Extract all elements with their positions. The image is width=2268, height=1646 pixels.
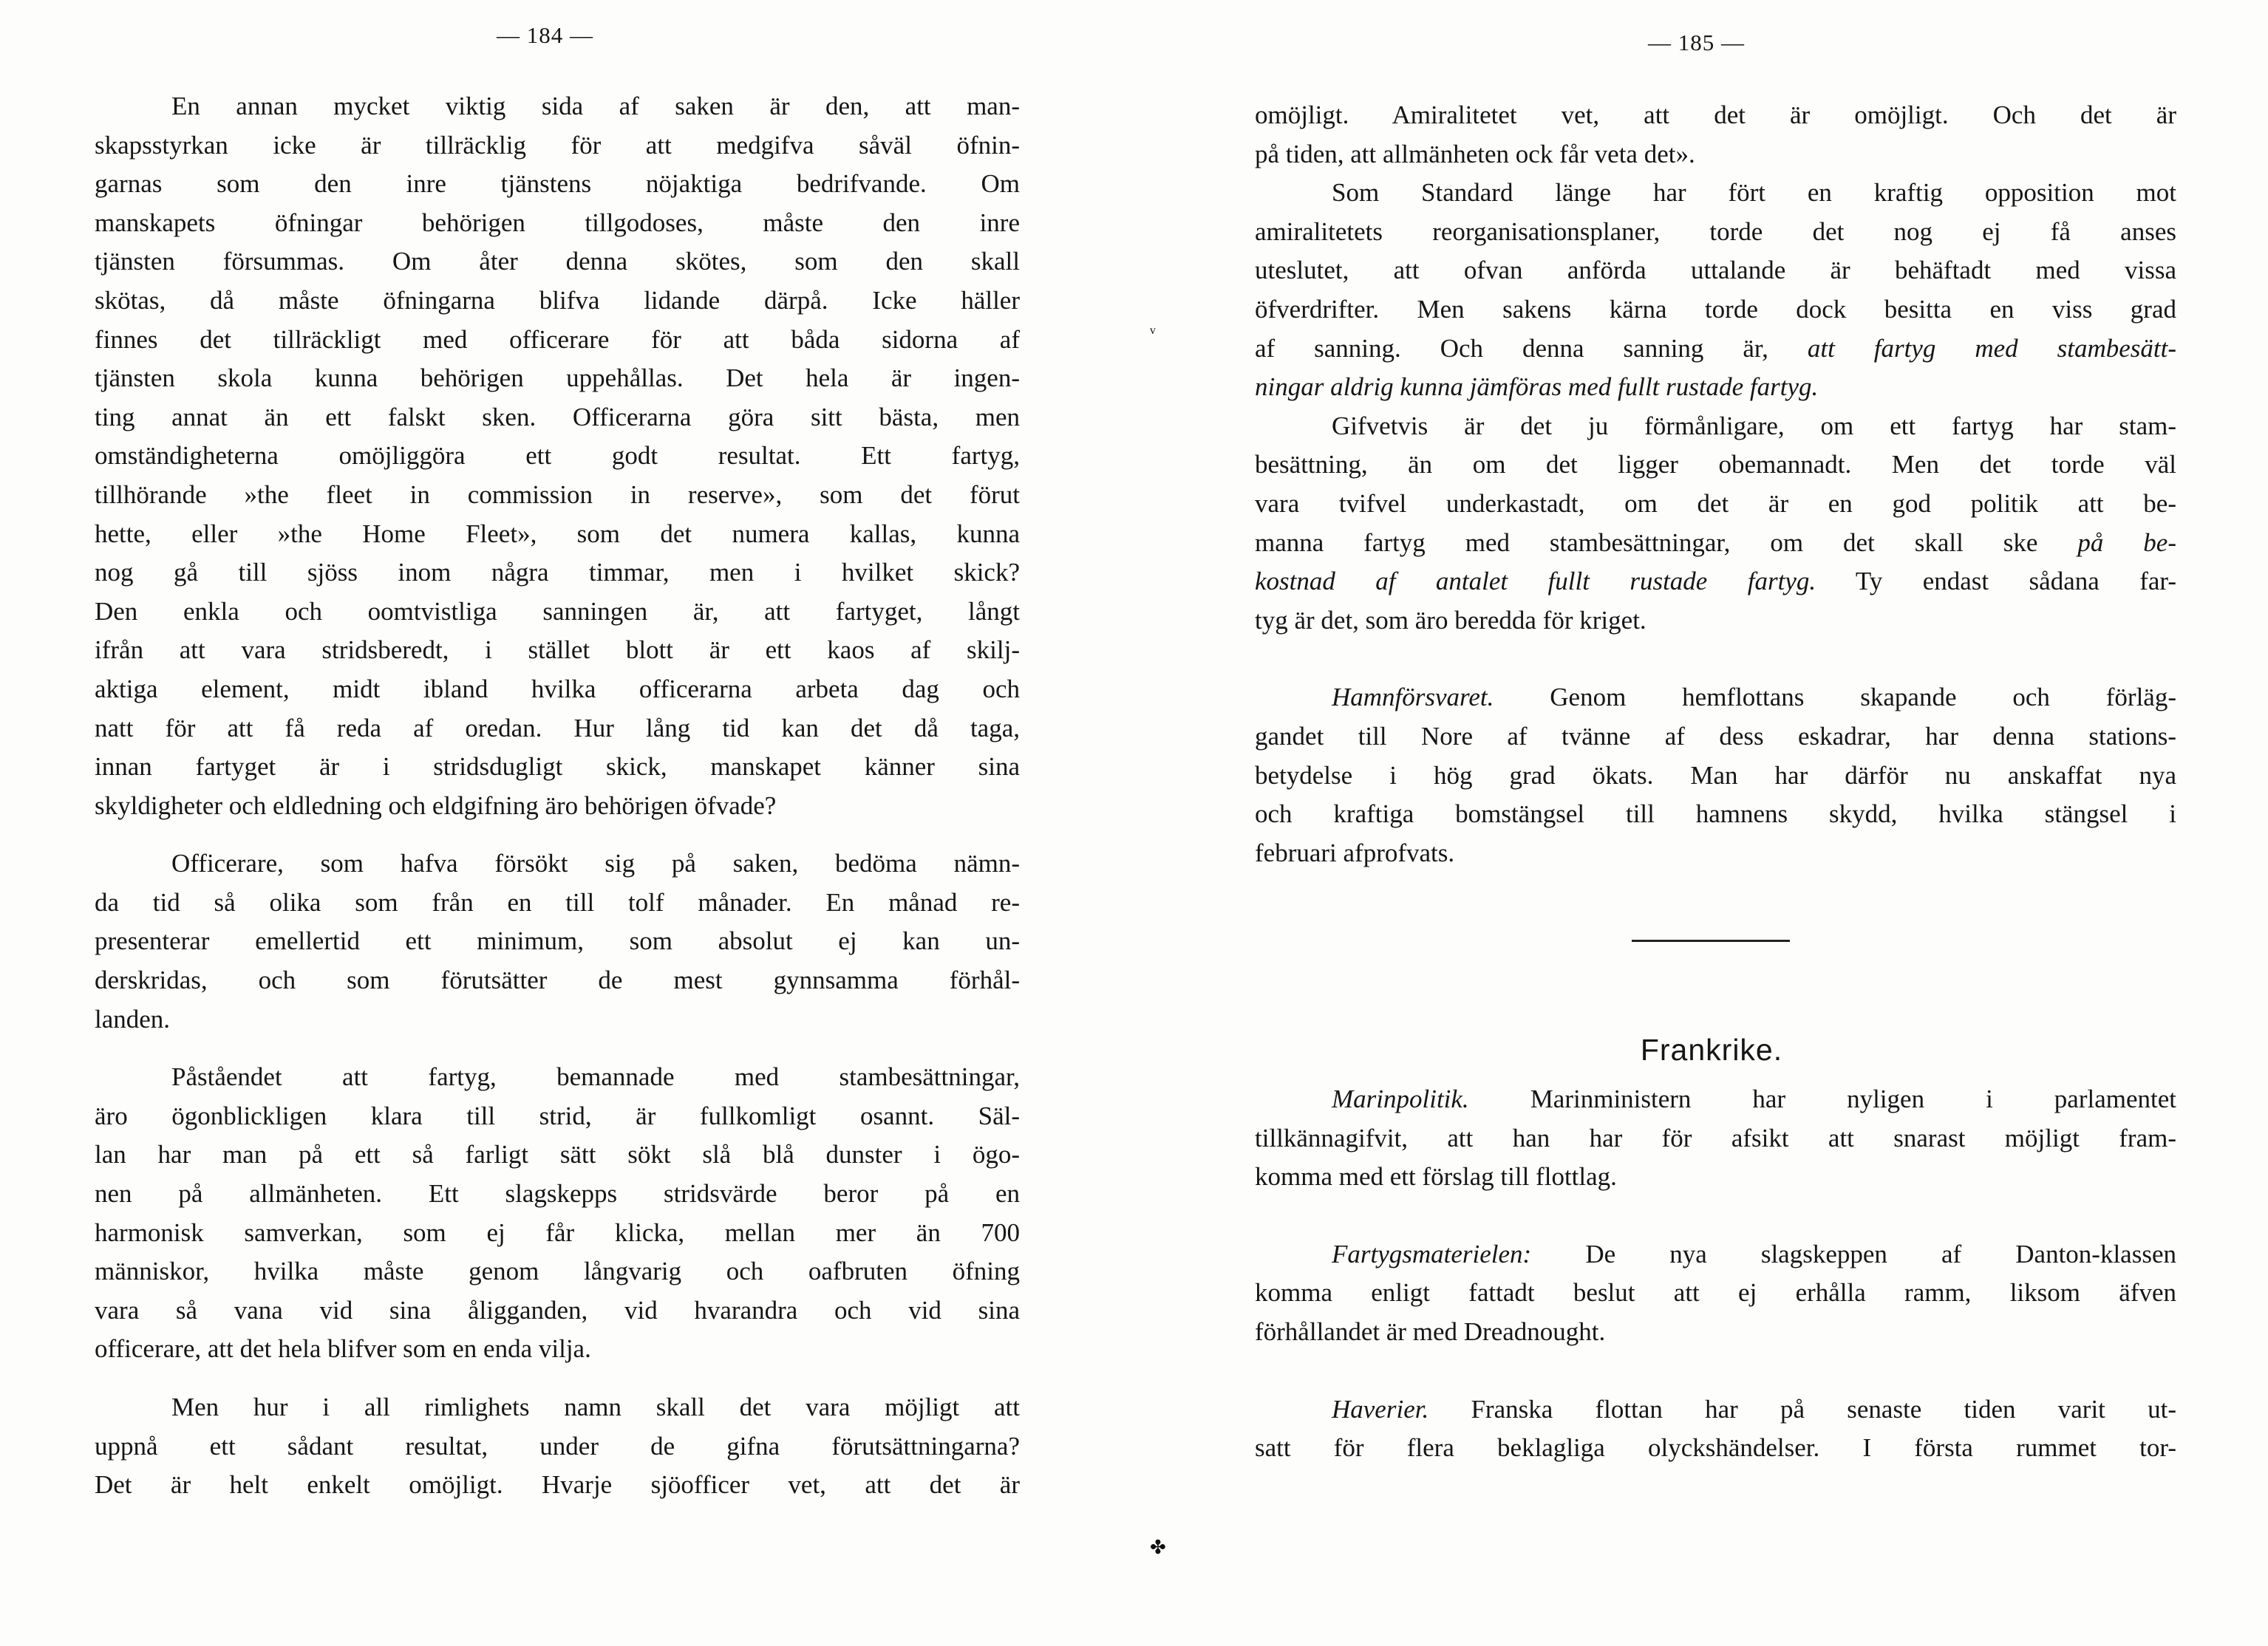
text-run: manna fartyg med stambesättningar, om det skall ske xyxy=(1255,527,2038,557)
text-line: människor, hvilka måste genom långvarig och oafbruten öfning xyxy=(95,1257,1020,1286)
text-line: Officerare, som hafva försökt sig på saken, bedöma nämn- xyxy=(171,849,1020,878)
text-line: Gifvetvis är det ju förmånligare, om ett fartyg har stam- xyxy=(1332,411,2176,440)
text-line: förhållandet är med Dreadnought. xyxy=(1255,1317,1606,1346)
text-line: innan fartyget är i stridsdugligt skick, manskapet känner sina xyxy=(95,752,1020,782)
text-run: Ty endast sådana far- xyxy=(1855,567,2176,596)
run-in-title: Haverier. xyxy=(1332,1394,1429,1424)
right-page xyxy=(1168,0,2268,1646)
text-line: äro ögonblickligen klara till strid, är fullkomligt osannt. Säl- xyxy=(95,1101,1020,1130)
left-page xyxy=(0,0,1116,1646)
text-line: uppnå ett sådant resultat, under de gifna förutsättningarna? xyxy=(95,1431,1020,1461)
text-line: februari afprofvats. xyxy=(1255,838,1455,867)
italic-run: på be- xyxy=(2077,527,2176,557)
text-run: af sanning. Och denna sanning är, xyxy=(1255,333,1768,363)
section-divider-rule xyxy=(1632,940,1790,942)
paragraph xyxy=(95,1058,1020,1369)
run-in-title: Fartygsmaterielen: xyxy=(1332,1239,1532,1268)
text-line: derskridas, och som förutsätter de mest gynnsamma förhål- xyxy=(95,966,1020,995)
text-line: tillkännagifvit, att han har för afsikt att snarast möjligt fram- xyxy=(1255,1123,2176,1152)
page-number-right: — 185 — xyxy=(1648,30,1745,55)
text-line: lan har man på ett så farligt sätt sökt slå blå dunster i ögo- xyxy=(95,1140,1020,1169)
paragraph xyxy=(95,87,1020,825)
paragraph xyxy=(95,1388,1020,1505)
text-line xyxy=(1255,678,2176,717)
text-line: tyg är det, som äro beredda för kriget. xyxy=(1255,605,1646,635)
right-text-column-lower xyxy=(1255,1080,2176,1468)
run-in-title: Marinpolitik. xyxy=(1332,1085,1469,1113)
text-line: landen. xyxy=(95,1004,171,1034)
text-line xyxy=(1255,562,2176,601)
italic-run: kostnad af antalet fullt rustade fartyg. xyxy=(1255,567,1816,596)
text-line: komma med ett förslag till flottlag. xyxy=(1255,1162,1617,1192)
text-line: besättning, än om det ligger obemannadt. Men det torde väl xyxy=(1255,450,2176,479)
speck-mark: ᵛ xyxy=(1150,322,1156,344)
text-line: hette, eller »the Home Fleet», som det numera kallas, kunna xyxy=(95,519,1020,548)
text-line: Påståendet att fartyg, bemannade med stambesättningar, xyxy=(171,1062,1020,1092)
text-line xyxy=(1255,524,2176,563)
text-line: tjänsten försummas. Om åter denna skötes, som den skall xyxy=(95,247,1020,276)
text-line: vara tvifvel underkastadt, om det är en god politik att be- xyxy=(1255,488,2176,518)
speck-mark: ✤ xyxy=(1150,1537,1166,1558)
left-text-column xyxy=(95,87,1020,1505)
text-line: da tid så olika som från en till tolf månader. En månad re- xyxy=(95,887,1020,917)
text-line: garnas som den inre tjänstens nöjaktiga bedrifvande. Om xyxy=(95,169,1020,199)
text-line: En annan mycket viktig sida af saken är den, att man- xyxy=(171,92,1020,120)
run-in-title: Hamnförsvaret. xyxy=(1332,683,1494,712)
text-line: vara så vana vid sina åligganden, vid hvarandra och vid sina xyxy=(95,1295,1020,1325)
text-line: manskapets öfningar behörigen tillgodoses, måste den inre xyxy=(95,208,1020,237)
text-line: komma enligt fattadt beslut att ej erhålla ramm, liksom äfven xyxy=(1255,1278,2176,1308)
text-line: nen på allmänheten. Ett slagskepps stridsvärde beror på en xyxy=(95,1179,1020,1209)
text-line: harmonisk samverkan, som ej får klicka, mellan mer än 700 xyxy=(95,1218,1020,1247)
paragraph xyxy=(1255,678,2176,872)
text-line: skyldigheter och eldledning och eldgifning äro behörigen öfvade? xyxy=(95,790,777,820)
paragraph xyxy=(1255,1235,2176,1352)
text-line: på tiden, att allmänheten ock får veta det». xyxy=(1255,139,1695,168)
text-line: tjänsten skola kunna behörigen uppehållas. Det hela är ingen- xyxy=(95,363,1020,393)
text-line: och kraftiga bomstängsel till hamnens skydd, hvilka stängsel i xyxy=(1255,799,2176,829)
text-line: omständigheterna omöjliggöra ett godt resultat. Ett fartyg, xyxy=(95,441,1020,471)
text-line: nog gå till sjöss inom några timmar, men i hvilket skick? xyxy=(95,558,1020,587)
section-heading: Frankrike. xyxy=(1640,1033,1783,1067)
text-line xyxy=(1255,1235,2176,1274)
text-line: gandet till Nore af tvänne af dess eskadrar, har denna stations- xyxy=(1255,721,2176,751)
paragraph xyxy=(1255,96,2176,174)
text-run: De nya slagskeppen af Danton-klassen xyxy=(1585,1239,2176,1268)
text-line xyxy=(1255,1390,2176,1430)
page-number-left: — 184 — xyxy=(497,22,593,48)
text-run: Genom hemflottans skapande och förläg- xyxy=(1550,683,2177,712)
text-run: Marinministern har nyligen i parlamentet xyxy=(1530,1085,2176,1113)
text-line: betydelse i hög grad ökats. Man har därför nu anskaffat nya xyxy=(1255,760,2176,790)
right-text-column xyxy=(1255,96,2176,872)
text-run: Franska flottan har på senaste tiden varit ut- xyxy=(1471,1394,2177,1424)
text-line: officerare, att det hela blifver som en enda vilja. xyxy=(95,1334,591,1364)
text-line: presenterar emellertid ett minimum, som absolut ej kan un- xyxy=(95,926,1020,956)
text-line: uteslutet, att ofvan anförda uttalande är behäftadt med vissa xyxy=(1255,256,2176,285)
text-line: satt för flera beklagliga olyckshändelser. I första rummet tor- xyxy=(1255,1433,2176,1463)
text-line: finnes det tillräckligt med officerare för att båda sidorna af xyxy=(95,324,1020,354)
text-line: tillhörande »the fleet in commission in reserve», som det förut xyxy=(95,479,1020,509)
text-line: omöjligt. Amiralitetet vet, att det är omöjligt. Och det är xyxy=(1255,100,2176,129)
text-line: Som Standard länge har fört en kraftig opposition mot xyxy=(1332,178,2176,208)
text-line: skötas, då måste öfningarna blifva lidande därpå. Icke häller xyxy=(95,285,1020,315)
text-line: Den enkla och oomtvistliga sanningen är, att fartyget, långt xyxy=(95,596,1020,626)
text-line: Det är helt enkelt omöjligt. Hvarje sjöofficer vet, att det är xyxy=(95,1470,1020,1500)
paragraph xyxy=(1255,174,2176,407)
paragraph xyxy=(95,844,1020,1039)
text-line: ningar aldrig kunna jämföras med fullt rustade fartyg. xyxy=(1255,372,1819,402)
paragraph xyxy=(1255,1080,2176,1197)
text-line: aktiga element, midt ibland hvilka officerarna arbeta dag och xyxy=(95,674,1020,703)
text-line: öfverdrifter. Men sakens kärna torde dock besitta en viss grad xyxy=(1255,294,2176,324)
italic-run: att fartyg med stambesätt- xyxy=(1807,333,2177,363)
text-line: skapsstyrkan icke är tillräcklig för att medgifva såväl öfnin- xyxy=(95,130,1020,160)
text-line: amiralitetets reorganisationsplaner, torde det nog ej få anses xyxy=(1255,216,2176,246)
paragraph xyxy=(1255,1390,2176,1468)
text-line: ifrån att vara stridsberedt, i stället blott är ett kaos af skilj- xyxy=(95,635,1020,665)
paragraph xyxy=(1255,407,2176,641)
text-line xyxy=(1255,1080,2176,1119)
text-line: Men hur i all rimlighets namn skall det vara möjligt att xyxy=(171,1393,1020,1421)
text-line xyxy=(1255,329,2176,369)
text-line: natt för att få reda af oredan. Hur lång tid kan det då taga, xyxy=(95,713,1020,742)
text-line: ting annat än ett falskt sken. Officerarna göra sitt bästa, men xyxy=(95,402,1020,431)
